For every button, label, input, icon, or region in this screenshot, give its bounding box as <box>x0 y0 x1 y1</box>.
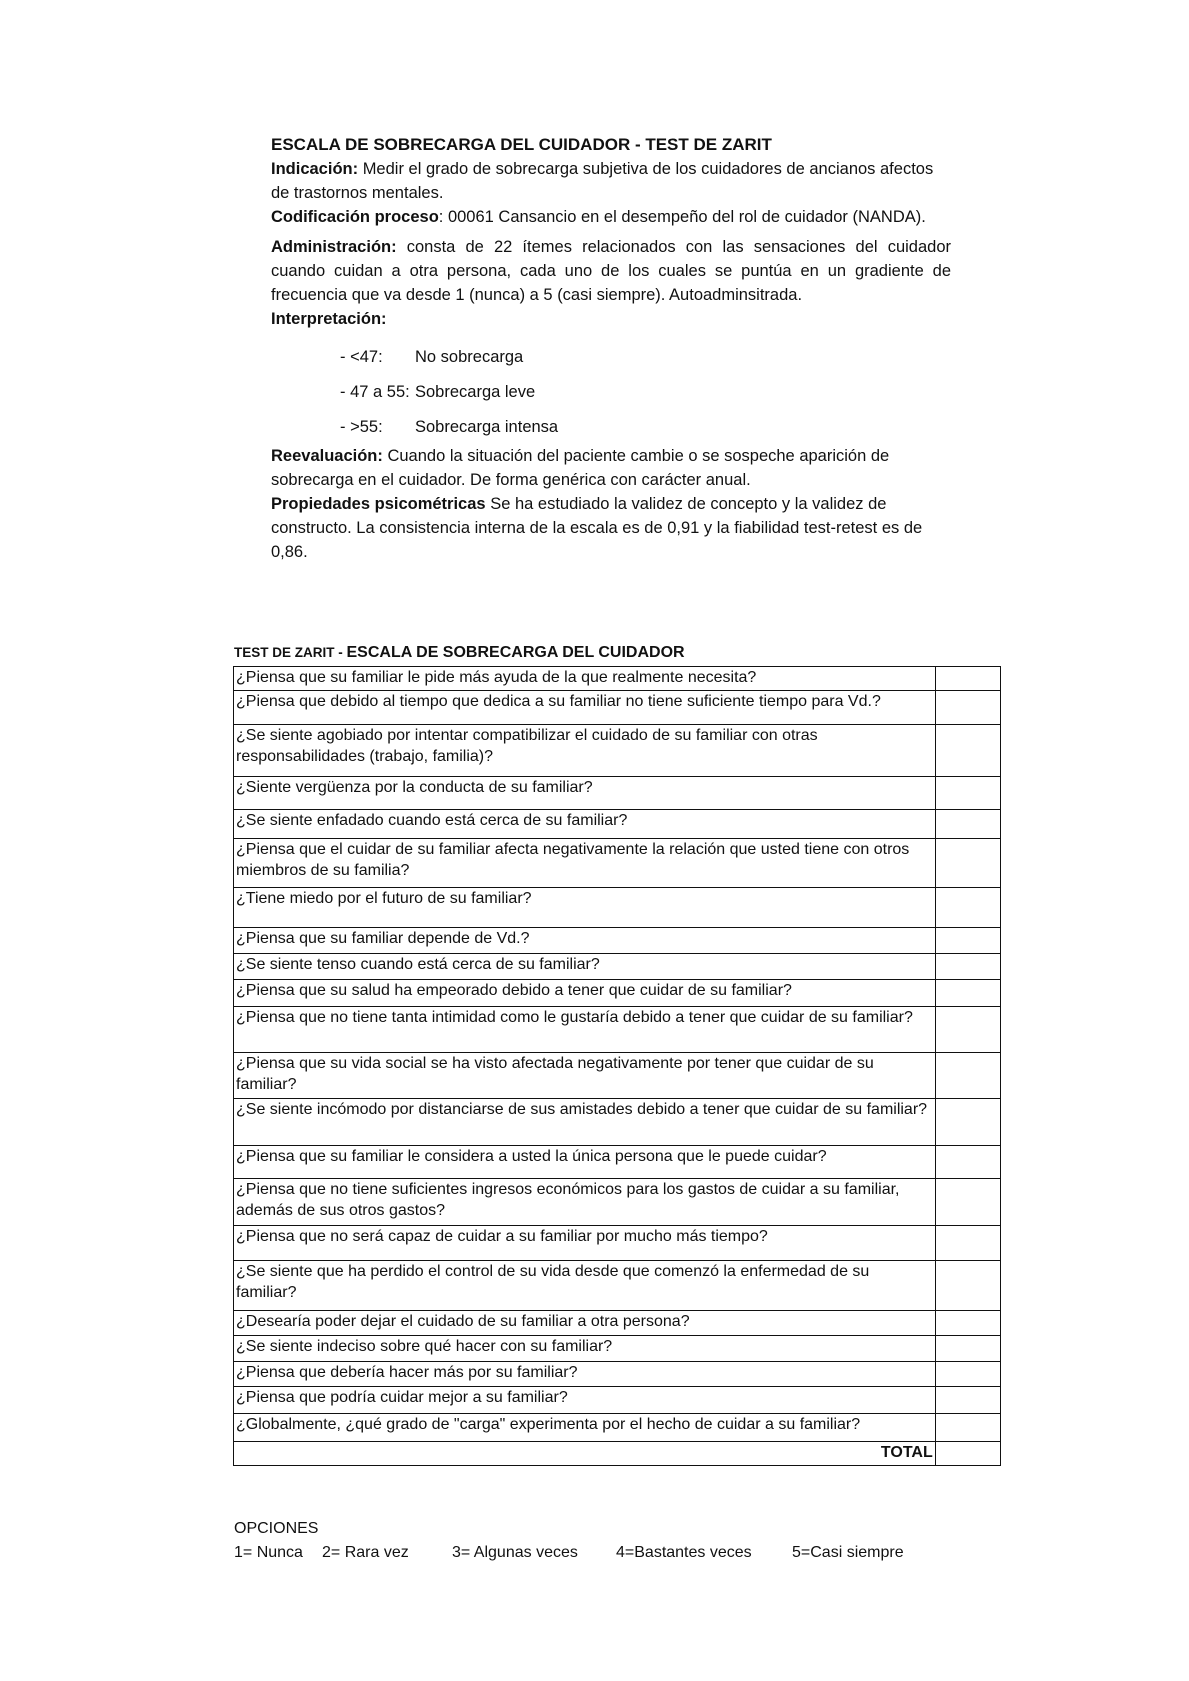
table-row <box>234 980 1001 1007</box>
interpretacion-item <box>340 409 951 444</box>
score-cell[interactable] <box>935 1261 1000 1311</box>
options-row <box>234 1541 912 1565</box>
table-row <box>234 1179 1001 1226</box>
interpretacion-heading <box>271 307 951 331</box>
table-row <box>234 954 1001 980</box>
zarit-table <box>233 666 1001 1466</box>
question-cell: ¿Desearía poder dejar el cuidado de su familiar a otra persona? <box>234 1311 936 1336</box>
table-row <box>234 810 1001 839</box>
codificacion-text: : 00061 Cansancio en el desempeño del rol de cuidador (NANDA). <box>438 208 926 226</box>
score-cell[interactable] <box>935 725 1000 777</box>
score-cell[interactable] <box>935 667 1000 691</box>
interpretacion-range: - 47 a 55: <box>340 382 410 401</box>
score-cell[interactable] <box>935 1226 1000 1261</box>
interpretacion-list <box>340 339 951 444</box>
question-cell: ¿Se siente tenso cuando está cerca de su familiar? <box>234 954 936 980</box>
total-label: TOTAL <box>234 1442 936 1466</box>
interpretacion-range: - >55: <box>340 417 383 436</box>
propiedades-text: Se ha estudiado la validez de concepto y la validez de constructo. La consistencia interna de la escala es de 0,91 y la fiabilidad test-retest es de 0,86. <box>271 495 923 561</box>
propiedades-paragraph <box>271 492 951 564</box>
score-cell[interactable] <box>935 928 1000 954</box>
table-title-main: ESCALA DE SOBRECARGA DEL CUIDADOR <box>346 644 685 661</box>
propiedades-label: Propiedades psicométricas <box>271 495 486 513</box>
table-row <box>234 1414 1001 1442</box>
table-row <box>234 1226 1001 1261</box>
question-cell: ¿Piensa que debido al tiempo que dedica a su familiar no tiene suficiente tiempo para Vd.? <box>234 691 936 725</box>
table-row <box>234 888 1001 928</box>
question-cell: ¿Piensa que debería hacer más por su familiar? <box>234 1362 936 1387</box>
table-title <box>234 644 685 662</box>
interpretacion-item <box>340 339 951 374</box>
table-row <box>234 1362 1001 1387</box>
score-cell[interactable] <box>935 980 1000 1007</box>
question-cell: ¿Globalmente, ¿qué grado de "carga" experimenta por el hecho de cuidar a su familiar? <box>234 1414 936 1442</box>
total-row <box>234 1442 1001 1466</box>
option-item: 4=Bastantes veces <box>616 1544 752 1561</box>
total-score-cell[interactable] <box>935 1442 1000 1466</box>
question-cell: ¿Se siente agobiado por intentar compatibilizar el cuidado de su familiar con otras responsabilidades (trabajo, familia)? <box>234 725 936 777</box>
question-cell: ¿Piensa que no tiene tanta intimidad como le gustaría debido a tener que cuidar de su familiar? <box>234 1007 936 1053</box>
score-cell[interactable] <box>935 691 1000 725</box>
table-row <box>234 1387 1001 1414</box>
indicacion-paragraph <box>271 157 951 205</box>
reevaluacion-label: Reevaluación: <box>271 447 383 465</box>
administracion-text: consta de 22 ítemes relacionados con las sensaciones del cuidador cuando cuidan a otra persona, cada uno de los cuales se puntúa en un gradiente de frecuencia que va desde 1 (nunca) a 5 (casi siempre). Autoadminsitrada. <box>271 238 951 304</box>
table-row <box>234 1007 1001 1053</box>
table-row <box>234 1146 1001 1179</box>
score-cell[interactable] <box>935 954 1000 980</box>
table-row <box>234 1099 1001 1146</box>
table-row <box>234 1311 1001 1336</box>
question-cell: ¿Piensa que el cuidar de su familiar afecta negativamente la relación que usted tiene con otros miembros de su familia? <box>234 839 936 888</box>
score-cell[interactable] <box>935 1099 1000 1146</box>
interpretacion-range: - <47: <box>340 347 383 366</box>
indicacion-text: Medir el grado de sobrecarga subjetiva de los cuidadores de ancianos afectos de trastornos mentales. <box>271 160 934 202</box>
question-cell: ¿Se siente enfadado cuando está cerca de su familiar? <box>234 810 936 839</box>
table-row <box>234 725 1001 777</box>
question-cell: ¿Piensa que su familiar le pide más ayuda de la que realmente necesita? <box>234 667 936 691</box>
score-cell[interactable] <box>935 888 1000 928</box>
question-cell: ¿Se siente que ha perdido el control de su vida desde que comenzó la enfermedad de su familiar? <box>234 1261 936 1311</box>
question-cell: ¿Piensa que su familiar depende de Vd.? <box>234 928 936 954</box>
question-cell: ¿Piensa que su salud ha empeorado debido a tener que cuidar de su familiar? <box>234 980 936 1007</box>
table-row <box>234 667 1001 691</box>
administracion-label: Administración: <box>271 238 397 256</box>
score-cell[interactable] <box>935 810 1000 839</box>
interpretacion-value: Sobrecarga leve <box>415 382 536 401</box>
question-cell: ¿Se siente incómodo por distanciarse de sus amistades debido a tener que cuidar de su familiar? <box>234 1099 936 1146</box>
question-cell: ¿Piensa que no será capaz de cuidar a su familiar por mucho más tiempo? <box>234 1226 936 1261</box>
option-item: 3= Algunas veces <box>452 1544 578 1561</box>
option-item: 1= Nunca <box>234 1544 303 1561</box>
option-item: 5=Casi siempre <box>792 1544 904 1561</box>
score-cell[interactable] <box>935 1387 1000 1414</box>
table-row <box>234 777 1001 810</box>
score-cell[interactable] <box>935 1179 1000 1226</box>
interpretacion-value: Sobrecarga intensa <box>415 417 559 436</box>
question-cell: ¿Tiene miedo por el futuro de su familiar? <box>234 888 936 928</box>
reevaluacion-text: Cuando la situación del paciente cambie o se sospeche aparición de sobrecarga en el cuidador. De forma genérica con carácter anual. <box>271 447 890 489</box>
administracion-paragraph <box>271 235 951 307</box>
score-cell[interactable] <box>935 1336 1000 1362</box>
table-row <box>234 928 1001 954</box>
intro-section <box>271 133 951 564</box>
question-cell: ¿Piensa que su vida social se ha visto afectada negativamente por tener que cuidar de su familiar? <box>234 1053 936 1099</box>
score-cell[interactable] <box>935 1053 1000 1099</box>
table-row <box>234 839 1001 888</box>
table-row <box>234 691 1001 725</box>
options-section <box>234 1517 912 1565</box>
question-cell: ¿Siente vergüenza por la conducta de su familiar? <box>234 777 936 810</box>
question-cell: ¿Se siente indeciso sobre qué hacer con su familiar? <box>234 1336 936 1362</box>
question-cell: ¿Piensa que su familiar le considera a usted la única persona que le puede cuidar? <box>234 1146 936 1179</box>
codificacion-label: Codificación proceso <box>271 208 439 226</box>
table-row <box>234 1261 1001 1311</box>
score-cell[interactable] <box>935 1007 1000 1053</box>
interpretacion-item <box>340 374 951 409</box>
reevaluacion-paragraph <box>271 444 951 492</box>
interpretacion-value: No sobrecarga <box>415 347 524 366</box>
interpretacion-label: Interpretación: <box>271 310 387 328</box>
table-row <box>234 1053 1001 1099</box>
table-row <box>234 1336 1001 1362</box>
score-cell[interactable] <box>935 1362 1000 1387</box>
table-title-prefix: TEST DE ZARIT - <box>234 645 347 660</box>
codificacion-paragraph <box>271 205 951 229</box>
indicacion-label: Indicación: <box>271 160 359 178</box>
score-cell[interactable] <box>935 1146 1000 1179</box>
options-label: OPCIONES <box>234 1520 319 1537</box>
question-cell: ¿Piensa que no tiene suficientes ingresos económicos para los gastos de cuidar a su familiar, además de sus otros gastos? <box>234 1179 936 1226</box>
document-title: ESCALA DE SOBRECARGA DEL CUIDADOR - TEST DE ZARIT <box>271 135 772 154</box>
score-cell[interactable] <box>935 777 1000 810</box>
score-cell[interactable] <box>935 1311 1000 1336</box>
option-item: 2= Rara vez <box>322 1544 409 1561</box>
score-cell[interactable] <box>935 839 1000 888</box>
question-cell: ¿Piensa que podría cuidar mejor a su familiar? <box>234 1387 936 1414</box>
score-cell[interactable] <box>935 1414 1000 1442</box>
